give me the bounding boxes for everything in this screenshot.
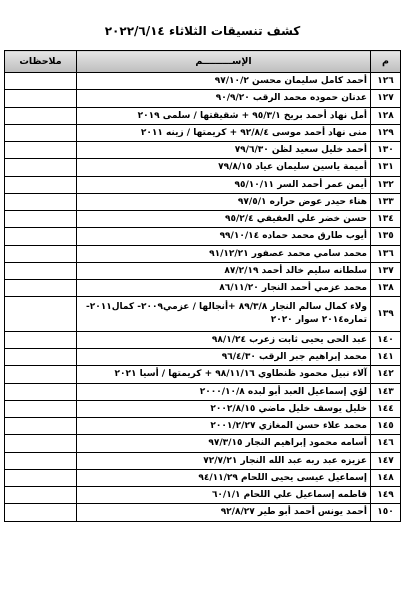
row-name: أسامه محمود إبراهيم النجار ٩٧/٣/١٥ bbox=[77, 435, 371, 452]
row-name: محمد سامي محمد عصفور ٩١/١٢/٢١ bbox=[77, 245, 371, 262]
row-number: ١٤٣ bbox=[371, 383, 401, 400]
table-row bbox=[5, 435, 401, 452]
row-number: ١٤٧ bbox=[371, 452, 401, 469]
row-notes bbox=[5, 176, 77, 193]
row-notes bbox=[5, 349, 77, 366]
table-row bbox=[5, 366, 401, 383]
row-number: ١٣٧ bbox=[371, 262, 401, 279]
row-name: عدنان حموده محمد الرقب ٩٠/٩/٢٠ bbox=[77, 90, 371, 107]
table-row bbox=[5, 73, 401, 90]
roster-table bbox=[4, 50, 401, 522]
row-notes bbox=[5, 193, 77, 210]
row-name: أميمة ياسين سليمان عياد ٧٩/٨/١٥ bbox=[77, 159, 371, 176]
row-name: أمل نهاد أحمد بريخ ٩٥/٣/١ + شقيقتها / سلمى ٢٠١٩ bbox=[77, 107, 371, 124]
row-name: أيوب طارق محمد حماده ٩٩/١٠/١٤ bbox=[77, 228, 371, 245]
table-row bbox=[5, 176, 401, 193]
row-name: ولاء كمال سالم النجار ٨٩/٣/٨ +أنجالها / عزمي٢٠٠٩- كمال٢٠١١- تماره٢٠١٤ سوار ٢٠٢٠ bbox=[77, 297, 371, 332]
row-name: عبد الحى يحيى ثابت زعرب ٩٨/١/٢٤ bbox=[77, 331, 371, 348]
row-notes bbox=[5, 245, 77, 262]
row-notes bbox=[5, 142, 77, 159]
row-notes bbox=[5, 418, 77, 435]
row-name: فاطمه إسماعيل علي اللحام ٦٠/١/١ bbox=[77, 487, 371, 504]
row-number: ١٣٠ bbox=[371, 142, 401, 159]
row-number: ١٣٤ bbox=[371, 211, 401, 228]
table-row bbox=[5, 418, 401, 435]
row-notes bbox=[5, 435, 77, 452]
row-notes bbox=[5, 487, 77, 504]
table-row bbox=[5, 469, 401, 486]
row-name: أحمد كامل سليمان محسن ٩٧/١٠/٢ bbox=[77, 73, 371, 90]
row-number: ١٤٨ bbox=[371, 469, 401, 486]
table-row bbox=[5, 262, 401, 279]
row-number: ١٤١ bbox=[371, 349, 401, 366]
table-row bbox=[5, 107, 401, 124]
row-number: ١٣١ bbox=[371, 159, 401, 176]
header-name: الإســـــــــم bbox=[77, 51, 371, 73]
row-notes bbox=[5, 383, 77, 400]
row-notes bbox=[5, 159, 77, 176]
row-notes bbox=[5, 262, 77, 279]
row-number: ١٢٦ bbox=[371, 73, 401, 90]
table-row bbox=[5, 504, 401, 521]
row-name: أيمن عمر أحمد السر ٩٥/١٠/١١ bbox=[77, 176, 371, 193]
row-name: أحمد خليل سعيد لظن ٧٩/٦/٣٠ bbox=[77, 142, 371, 159]
row-name: أحمد يونس أحمد أبو طير ٩٢/٨/٢٧ bbox=[77, 504, 371, 521]
table-row bbox=[5, 142, 401, 159]
row-notes bbox=[5, 469, 77, 486]
row-notes bbox=[5, 90, 77, 107]
row-notes bbox=[5, 280, 77, 297]
row-notes bbox=[5, 366, 77, 383]
table-row bbox=[5, 193, 401, 210]
header-row bbox=[5, 51, 401, 73]
row-notes bbox=[5, 400, 77, 417]
header-number: م bbox=[371, 51, 401, 73]
row-notes bbox=[5, 73, 77, 90]
row-number: ١٣٦ bbox=[371, 245, 401, 262]
table-row bbox=[5, 124, 401, 141]
table-row bbox=[5, 297, 401, 332]
row-name: منى نهاد أحمد موسى ٩٢/٨/٤ + كريمتها / زينه ٢٠١١ bbox=[77, 124, 371, 141]
page-title: كشف تنسيقات الثلاثاء ٢٠٢٢/٦/١٤ bbox=[104, 24, 301, 38]
table-row bbox=[5, 383, 401, 400]
table-row bbox=[5, 159, 401, 176]
row-number: ١٣٥ bbox=[371, 228, 401, 245]
row-number: ١٢٧ bbox=[371, 90, 401, 107]
row-number: ١٥٠ bbox=[371, 504, 401, 521]
row-number: ١٢٩ bbox=[371, 124, 401, 141]
row-name: محمد علاء حسن المغازي ٢٠٠١/٢/٢٧ bbox=[77, 418, 371, 435]
row-name: خليل يوسف خليل ماضي ٢٠٠٢/٨/١٥ bbox=[77, 400, 371, 417]
row-number: ١٣٩ bbox=[371, 297, 401, 332]
row-notes bbox=[5, 211, 77, 228]
row-notes bbox=[5, 228, 77, 245]
table-row bbox=[5, 228, 401, 245]
row-notes bbox=[5, 124, 77, 141]
row-notes bbox=[5, 331, 77, 348]
table-row bbox=[5, 452, 401, 469]
table-row bbox=[5, 280, 401, 297]
row-name: محمد إبراهيم جبر الرقب ٩٦/٤/٣٠ bbox=[77, 349, 371, 366]
row-notes bbox=[5, 504, 77, 521]
row-name: لؤي إسماعيل العبد أبو لبده ٢٠٠٠/١٠/٨ bbox=[77, 383, 371, 400]
row-name: سلطانه سليم خالد أحمد ٨٧/٢/١٩ bbox=[77, 262, 371, 279]
table-row bbox=[5, 211, 401, 228]
row-name: عزيزه عبد ربه عبد الله النجار ٧٢/٧/٢١ bbox=[77, 452, 371, 469]
table-row bbox=[5, 349, 401, 366]
row-number: ١٤٩ bbox=[371, 487, 401, 504]
row-name: إسماعيل عيسى يحيى اللحام ٩٤/١١/٢٩ bbox=[77, 469, 371, 486]
table-row bbox=[5, 245, 401, 262]
row-number: ١٢٨ bbox=[371, 107, 401, 124]
row-name: حسن خضر علي العفيفي ٩٥/٢/٤ bbox=[77, 211, 371, 228]
table-row bbox=[5, 487, 401, 504]
row-number: ١٣٢ bbox=[371, 176, 401, 193]
row-name: هناء حيدر عوض حراره ٩٧/٥/١ bbox=[77, 193, 371, 210]
row-number: ١٣٣ bbox=[371, 193, 401, 210]
table-row bbox=[5, 400, 401, 417]
row-notes bbox=[5, 107, 77, 124]
row-number: ١٤٤ bbox=[371, 400, 401, 417]
row-number: ١٤٢ bbox=[371, 366, 401, 383]
row-name: آلاء نبيل محمود ظنطاوي ٩٨/١١/١٦ + كريمتها / أسيا ٢٠٢١ bbox=[77, 366, 371, 383]
table-row bbox=[5, 90, 401, 107]
row-number: ١٤٠ bbox=[371, 331, 401, 348]
table-row bbox=[5, 331, 401, 348]
row-number: ١٤٦ bbox=[371, 435, 401, 452]
row-notes bbox=[5, 297, 77, 332]
row-number: ١٤٥ bbox=[371, 418, 401, 435]
row-number: ١٣٨ bbox=[371, 280, 401, 297]
row-notes bbox=[5, 452, 77, 469]
header-notes: ملاحظات bbox=[5, 51, 77, 73]
row-name: محمد عزمي أحمد النجار ٨٦/١١/٢٠ bbox=[77, 280, 371, 297]
